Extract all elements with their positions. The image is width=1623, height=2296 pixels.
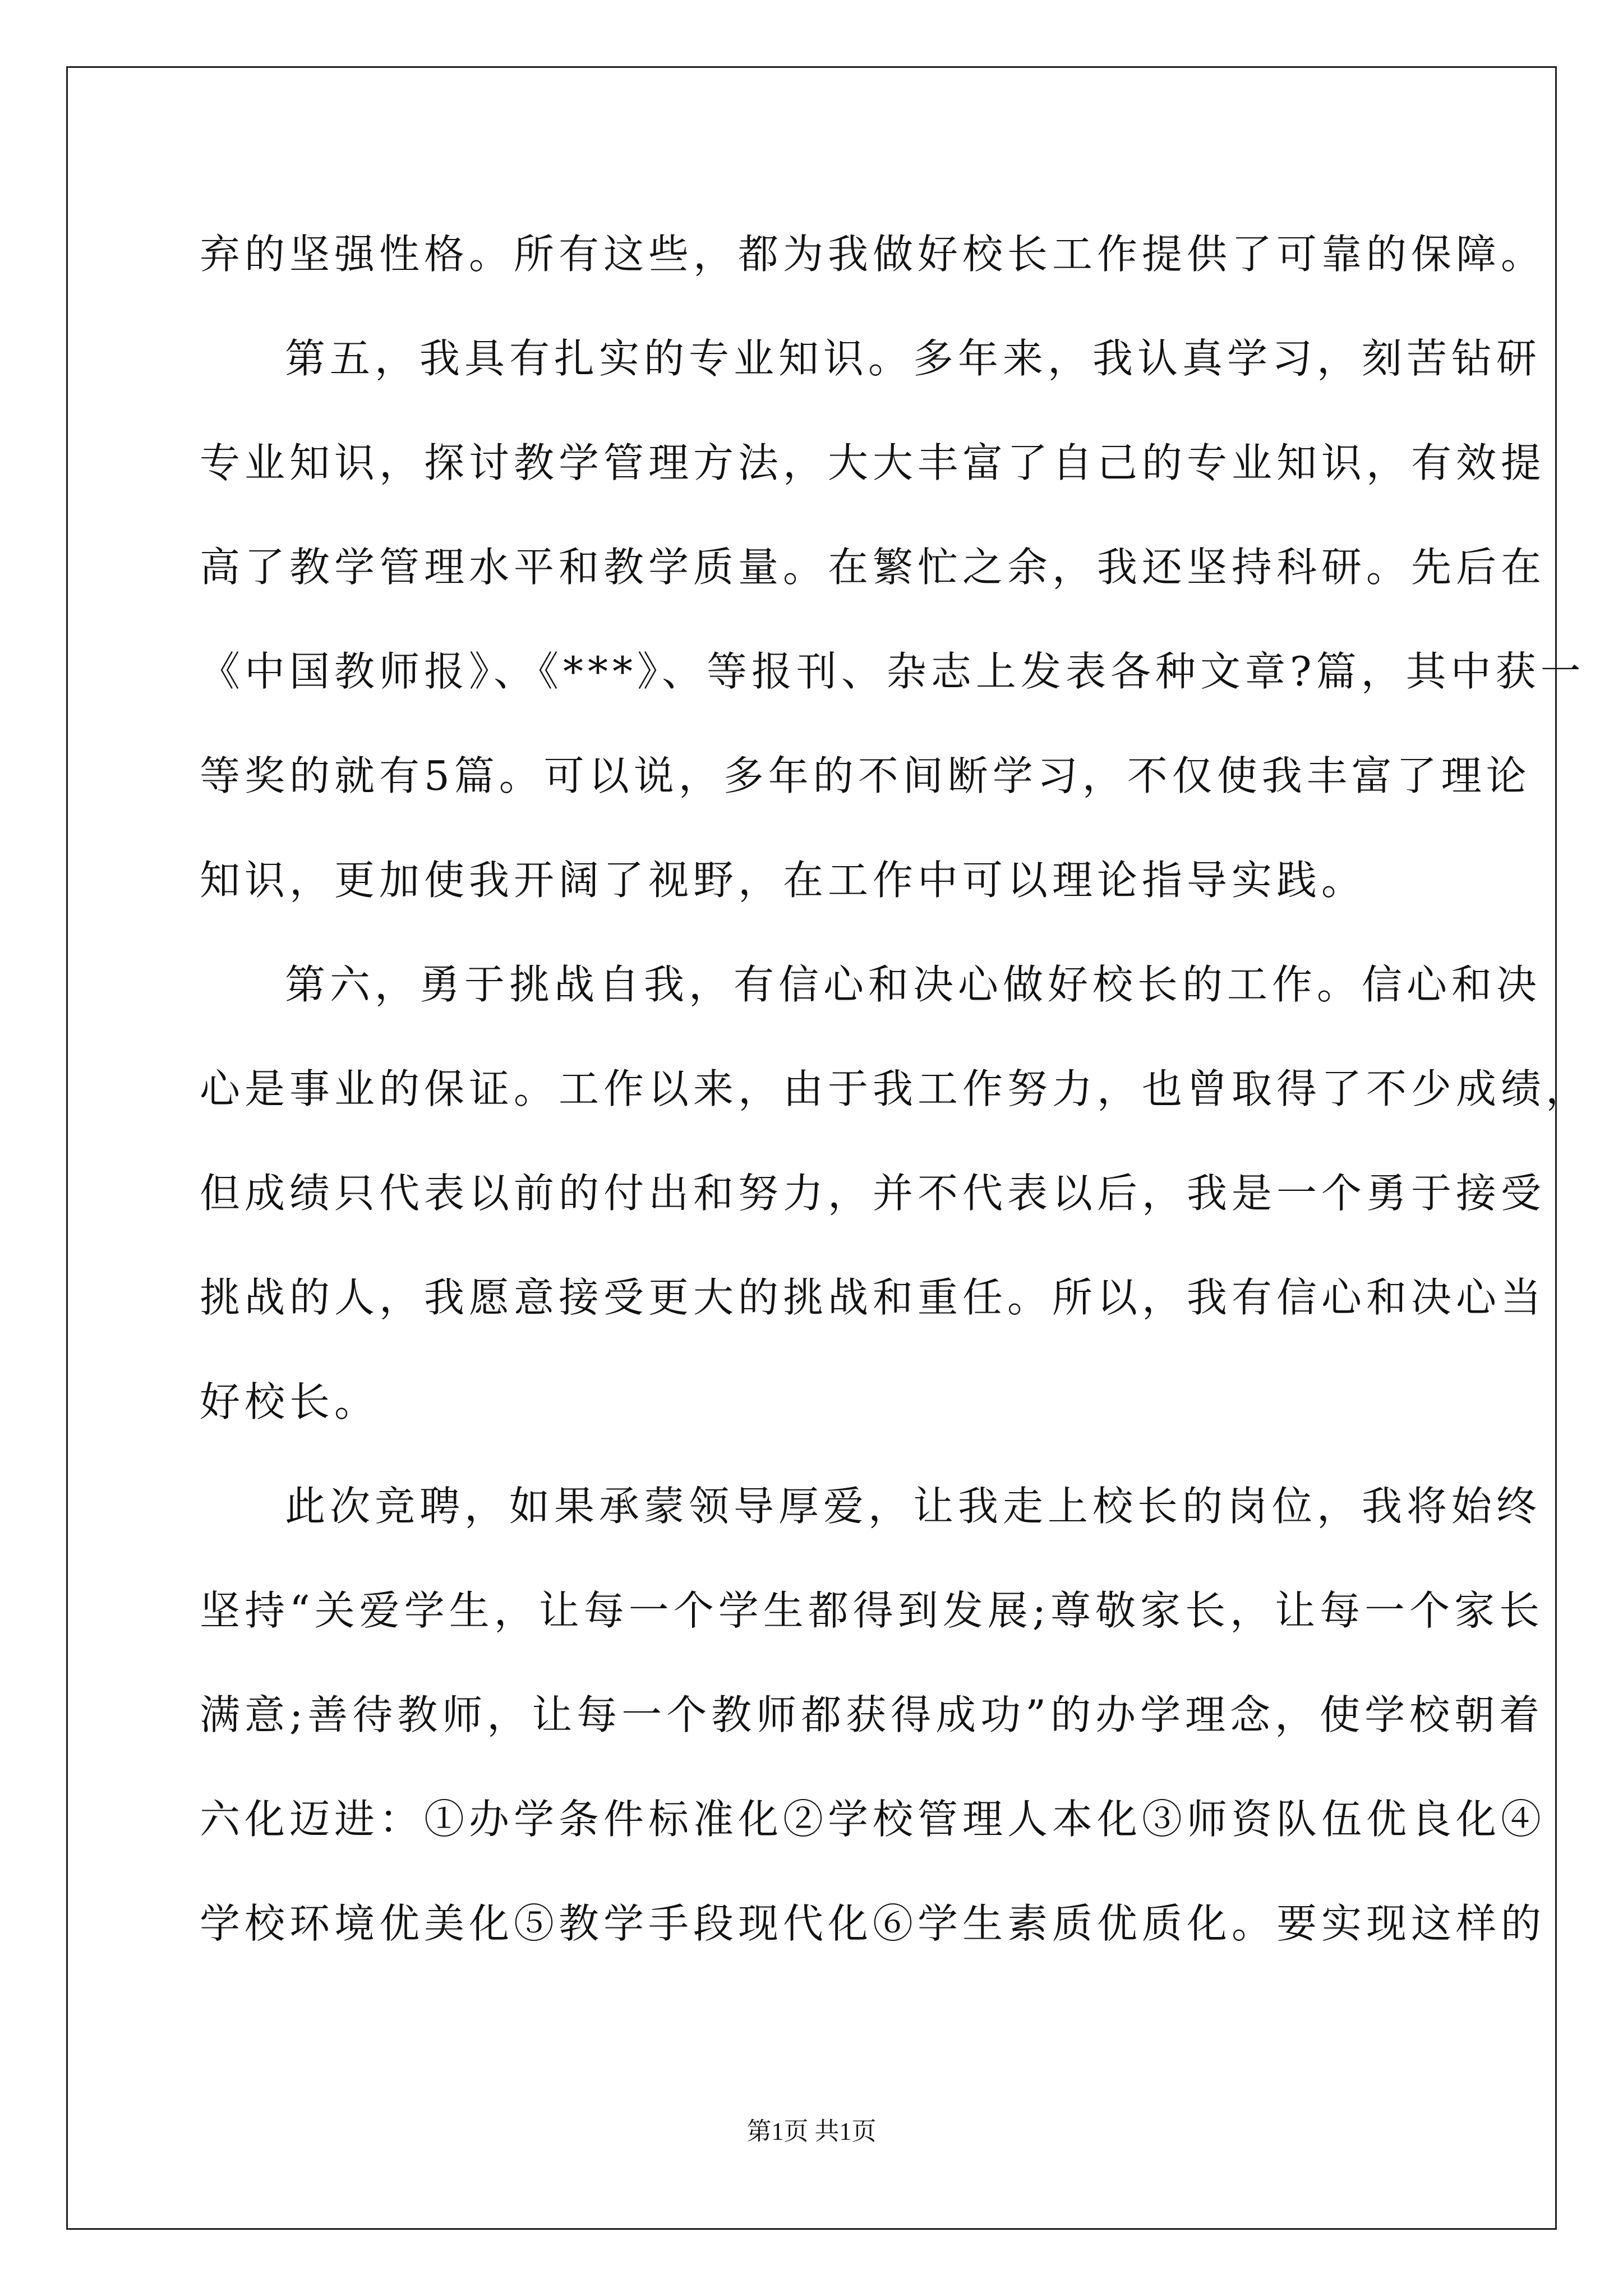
text-line: 学校环境优美化⑤教学手段现代化⑥学生素质优质化。要实现这样的 (200, 1900, 1546, 1947)
text-line: 好校长。 (200, 1378, 380, 1425)
paragraph-start-line: 第五，我具有扎实的专业知识。多年来，我认真学习，刻苦钻研 (285, 335, 1542, 382)
paragraph-start-line: 第六，勇于挑战自我，有信心和决心做好校长的工作。信心和决 (285, 961, 1542, 1008)
text-line: 六化迈进：①办学条件标准化②学校管理人本化③师资队伍优良化④ (200, 1796, 1546, 1843)
text-line: 心是事业的保证。工作以来，由于我工作努力，也曾取得了不少成绩， (200, 1065, 1591, 1112)
text-line: 坚持“关爱学生，让每一个学生都得到发展;尊敬家长，让每一个家长 (200, 1587, 1544, 1634)
text-line: 《中国教师报》、《***》、等报刊、杂志上发表各种文章?篇，其中获一 (200, 648, 1585, 695)
text-line: 知识，更加使我开阔了视野，在工作中可以理论指导实践。 (200, 857, 1367, 904)
text-line: 但成绩只代表以前的付出和努力，并不代表以后，我是一个勇于接受 (200, 1170, 1546, 1217)
paragraph-start-line: 此次竞聘，如果承蒙领导厚爱，让我走上校长的岗位，我将始终 (285, 1483, 1542, 1530)
page-number-footer: 第1页 共1页 (746, 2118, 877, 2145)
document-body (200, 202, 1591, 1976)
text-line: 挑战的人，我愿意接受更大的挑战和重任。所以，我有信心和决心当 (200, 1274, 1546, 1321)
text-line: 等奖的就有5篇。可以说，多年的不间断学习，不仅使我丰富了理论 (200, 752, 1531, 799)
text-line: 专业知识，探讨教学管理方法，大大丰富了自己的专业知识，有效提 (200, 439, 1546, 486)
text-line: 弃的坚强性格。所有这些，都为我做好校长工作提供了可靠的保障。 (200, 231, 1546, 278)
text-line: 满意;善待教师，让每一个教师都获得成功”的办学理念，使学校朝着 (200, 1691, 1544, 1738)
text-line: 高了教学管理水平和教学质量。在繁忙之余，我还坚持科研。先后在 (200, 544, 1546, 591)
